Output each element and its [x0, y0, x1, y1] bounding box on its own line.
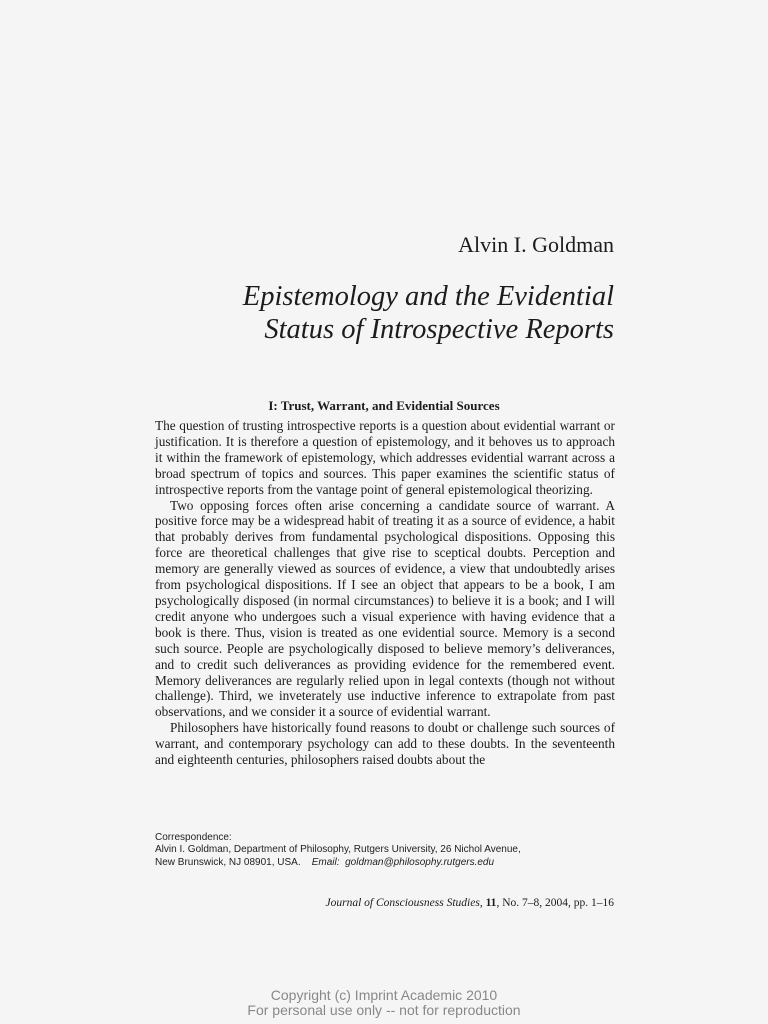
article-title-line-1: Epistemology and the Evidential — [242, 281, 614, 312]
email-label: Email: — [311, 856, 340, 868]
copyright-watermark — [0, 988, 768, 1018]
correspondence-address-line-1: Alvin I. Goldman, Department of Philosophy, Rutgers University, 26 Nichol Avenue, — [155, 844, 521, 856]
correspondence-address-line-2 — [155, 857, 625, 869]
paragraph-3: Philosophers have historically found reasons to doubt or challenge such sources of warrant, and contemporary psychology can add to these doubts. In the seventeenth and eighteenth centuries, philosophers raised doubts about the — [155, 720, 615, 768]
email-address[interactable]: goldman@philosophy.rutgers.edu — [345, 856, 495, 868]
section-heading: I: Trust, Warrant, and Evidential Sources — [268, 398, 500, 413]
usage-notice-line: For personal use only -- not for reproduction — [247, 1002, 521, 1018]
journal-issue-pages: , No. 7–8, 2004, pp. 1–16 — [496, 897, 614, 909]
journal-volume: 11 — [485, 897, 497, 909]
paragraph-2: Two opposing forces often arise concerning a candidate source of warrant. A positive force may be a widespread habit of treating it as a source of evidence, a habit that probably derives from fundamental psychological dispositions. Opposing this force are theoretical challenges that give rise to sceptical doubts. Perception and memory are generally viewed as sources of evidence, a view that undoubtedly arises from psychological dispositions. If I see an object that appears to be a book, I am psychologically disposed (in normal circumstances) to believe it is a book; and I will credit anyone who undergoes such a visual experience with having evidence that a book is there. Thus, vision is treated as one evidential source. Memory is a second such source. People are psychologically disposed to believe memory’s deliverances, and to credit such deliverances as providing evidence for the remembered event. Memory deliverances are regularly relied upon in legal contexts (though not without challenge). Third, we inveterately use inductive inference to extrapolate from past observations, and we consider it a source of evidential warrant. — [155, 497, 615, 720]
journal-name: Journal of Consciousness Studies — [325, 897, 480, 909]
article-title-line-2: Status of Introspective Reports — [264, 314, 614, 345]
correspondence-address: New Brunswick, NJ 08901, USA. — [155, 856, 301, 868]
correspondence-label: Correspondence: — [155, 832, 232, 843]
paragraph-1: The question of trusting introspective reports is a question about evidential warrant or justification. It is therefore a question of epistemology, and it behoves us to approach it within the framework of epistemology, which addresses evidential warrant across a broad spectrum of topics and sources. This paper examines the scientific status of introspective reports from the vantage point of general epistemological theorizing. — [155, 418, 615, 497]
correspondence-note — [155, 832, 625, 869]
article-title — [243, 280, 614, 346]
body-text — [155, 418, 615, 768]
journal-citation: Journal of Consciousness Studies, 11, No. 7–8, 2004, pp. 1–16 — [325, 897, 614, 909]
copyright-line: Copyright (c) Imprint Academic 2010 — [270, 987, 498, 1003]
author-name: Alvin I. Goldman — [458, 232, 614, 257]
